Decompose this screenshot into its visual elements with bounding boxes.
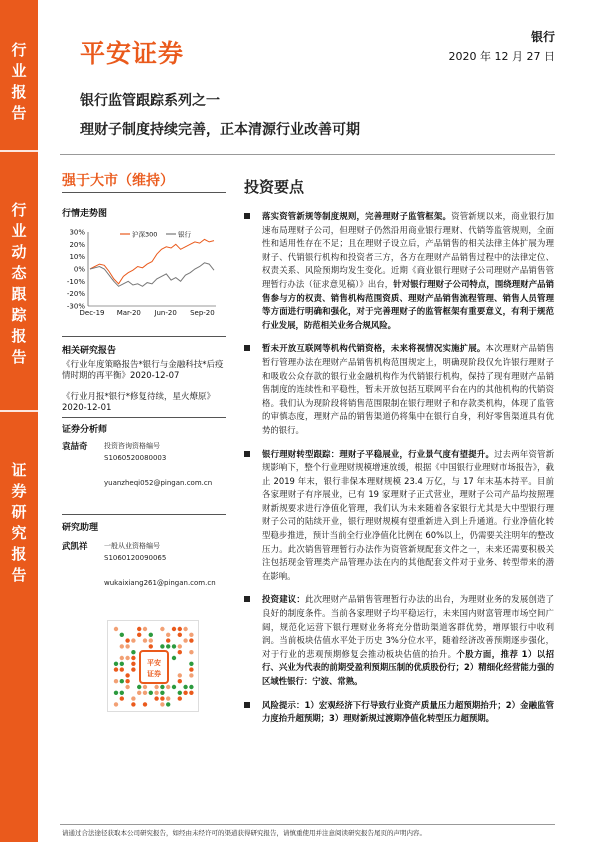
analyst-email[interactable]: yuanzheqi052@pingan.com.cn bbox=[104, 479, 213, 487]
qr-dot bbox=[178, 644, 182, 648]
assistant-id: S1060120090065 bbox=[104, 554, 167, 562]
key-points-list bbox=[242, 210, 554, 736]
qr-dot bbox=[160, 644, 164, 648]
y-tick-label: -30% bbox=[66, 302, 85, 311]
left-color-band bbox=[0, 0, 38, 842]
qr-dot bbox=[154, 696, 158, 700]
qr-dot bbox=[172, 627, 176, 631]
analyst-heading: 证券分析师 bbox=[62, 425, 108, 435]
y-tick-label: 10% bbox=[69, 253, 85, 262]
qr-dot bbox=[166, 702, 170, 706]
sidebar-segment-report-category bbox=[0, 200, 38, 368]
qr-dot bbox=[114, 702, 118, 706]
x-tick-label: Jun-20 bbox=[154, 309, 177, 317]
qr-dot bbox=[137, 633, 141, 637]
qr-dot bbox=[143, 702, 147, 706]
qr-dot bbox=[114, 627, 118, 631]
assistant-name: 武凯祥 bbox=[62, 542, 88, 552]
key-point-paragraph bbox=[242, 699, 554, 726]
square-bullet-icon bbox=[244, 702, 250, 708]
key-point-lead: 暂未开放互联网等机构代销资格，未来将视情况实施扩展。 bbox=[262, 343, 486, 354]
assistant-heading: 研究助理 bbox=[62, 523, 99, 533]
key-point-paragraph bbox=[242, 593, 554, 688]
related-report-item[interactable]: 《行业月报*银行*修复待续，星火燎原》2020-12-01 bbox=[62, 392, 216, 413]
sidebar-char: 研 bbox=[11, 503, 27, 521]
y-tick-label: -20% bbox=[66, 290, 85, 299]
sidebar-char: 究 bbox=[11, 524, 27, 542]
series-title: 银行监管跟踪系列之一 bbox=[80, 93, 220, 109]
square-bullet-icon bbox=[244, 451, 250, 457]
y-tick-label: -10% bbox=[66, 277, 85, 286]
qr-dot bbox=[120, 662, 124, 666]
sidebar-char: 告 bbox=[11, 104, 27, 122]
industry-label: 银行 bbox=[530, 30, 555, 44]
legend-label: 沪深300 bbox=[132, 230, 158, 239]
qr-dot bbox=[160, 702, 164, 706]
key-point-paragraph bbox=[242, 448, 554, 584]
section-title: 投资要点 bbox=[244, 178, 305, 196]
sidebar-char: 业 bbox=[11, 62, 27, 80]
assistant-email[interactable]: wukaixiang261@pingan.com.cn bbox=[104, 579, 216, 587]
qr-dot bbox=[154, 691, 158, 695]
series-line-0 bbox=[90, 239, 214, 283]
qr-dot bbox=[125, 656, 129, 660]
square-bullet-icon bbox=[244, 345, 250, 351]
qr-dot bbox=[189, 667, 193, 671]
key-point-lead: 落实资管新规等制度规则，完善理财子监管框架。 bbox=[262, 211, 452, 221]
qr-dot bbox=[183, 691, 187, 695]
qr-dot bbox=[143, 627, 147, 631]
qr-dot bbox=[114, 679, 118, 683]
qr-dot bbox=[131, 702, 135, 706]
company-logo: 平安证券 bbox=[80, 39, 185, 68]
analyst-role: 投资咨询资格编号 bbox=[104, 442, 160, 450]
qr-code[interactable] bbox=[107, 620, 199, 712]
qr-dot bbox=[125, 673, 129, 677]
key-point-body: 本次理财产品销售暂行管理办法在理财产品销售机构范围规定上，明确现阶段仅允许银行理财子和吸收公众存款的银行业金融机构作为代销银行机构，保持了现有理财产品销售制度的连续性和平稳性，暂未开放包括互联网平台在内的其他机构的代销资格。我们认为现阶段将销售范围限制在银行理财子和存款类机构，体现了监管的审慎态度，理财产品的销售渠道仍将集中在银行自身，利好零售渠道具有优势的银行。 bbox=[262, 343, 555, 435]
qr-dot bbox=[189, 662, 193, 666]
section-divider bbox=[62, 514, 226, 515]
qr-dot bbox=[166, 633, 170, 637]
qr-dot bbox=[120, 644, 124, 648]
sidebar-char: 行 bbox=[11, 41, 27, 59]
sidebar-divider bbox=[0, 150, 38, 152]
qr-dot bbox=[183, 638, 187, 642]
qr-dot bbox=[149, 638, 153, 642]
trend-chart-heading: 行情走势图 bbox=[62, 209, 108, 219]
qr-dot bbox=[114, 691, 118, 695]
legend-label: 银行 bbox=[178, 230, 191, 239]
qr-dot bbox=[131, 662, 135, 666]
square-bullet-icon bbox=[244, 596, 250, 602]
qr-dot bbox=[149, 633, 153, 637]
sidebar-char: 券 bbox=[11, 482, 27, 500]
qr-dot bbox=[189, 638, 193, 642]
qr-dot bbox=[183, 685, 187, 689]
qr-dot bbox=[178, 696, 182, 700]
qr-dot bbox=[149, 691, 153, 695]
qr-logo-text: 证券 bbox=[147, 670, 161, 678]
qr-dot bbox=[166, 685, 170, 689]
assistant-role: 一般从业资格编号 bbox=[104, 542, 160, 550]
qr-dot bbox=[172, 685, 176, 689]
x-tick-label: Mar-20 bbox=[116, 309, 141, 317]
key-point-body: 资管新规以来，商业银行加速布局理财子公司，但理财子仍然沿用商业银行理财、代销等监管规则，全面性和适用性存在不足；且在理财子设立后，产品销售的相关法律主体扩展为理财子、代销银行机构和投资者三方，各方在理财产品销售过程中的法律定位、权责关系、风险预期均发生变化。近期《商业银行理财子公司理财产品销售管理暂行办法（征求意见稿）》出台， bbox=[262, 211, 555, 289]
qr-dot bbox=[131, 656, 135, 660]
qr-dot bbox=[160, 627, 164, 631]
sidebar-char: 踪 bbox=[11, 306, 27, 324]
qr-dot bbox=[183, 627, 187, 631]
section-divider bbox=[62, 417, 226, 418]
sidebar-char: 跟 bbox=[11, 285, 27, 303]
qr-dot bbox=[189, 685, 193, 689]
related-report-item[interactable]: 《行业年度策略报告*银行与金融科技*后疫情时期的再平衡》2020-12-07 bbox=[62, 360, 224, 381]
qr-dot bbox=[120, 656, 124, 660]
y-tick-label: 20% bbox=[69, 240, 85, 249]
rating-underline bbox=[62, 192, 226, 193]
analyst-name: 袁喆奇 bbox=[62, 442, 88, 452]
trend-chart-svg bbox=[62, 224, 222, 318]
sidebar-char: 动 bbox=[11, 243, 27, 261]
qr-dot bbox=[125, 638, 129, 642]
qr-dot bbox=[166, 638, 170, 642]
key-point-lead: 银行理财转型跟踪：理财子平稳展业，行业景气度有望提升。 bbox=[262, 448, 495, 459]
footer-divider bbox=[60, 824, 555, 825]
qr-dot bbox=[178, 691, 182, 695]
qr-dot bbox=[131, 638, 135, 642]
qr-dot bbox=[160, 685, 164, 689]
report-date: 2020 年 12 月 27 日 bbox=[448, 50, 555, 63]
qr-dot bbox=[172, 644, 176, 648]
trend-chart bbox=[62, 224, 222, 322]
y-tick-label: 30% bbox=[69, 228, 85, 237]
qr-dot bbox=[143, 685, 147, 689]
sidebar-char: 报 bbox=[11, 83, 27, 101]
qr-code-pattern bbox=[108, 621, 200, 713]
qr-dot bbox=[178, 633, 182, 637]
sidebar-divider bbox=[0, 410, 38, 412]
qr-dot bbox=[120, 667, 124, 671]
section-divider bbox=[62, 336, 226, 337]
key-point-lead: 风险提示：1）宏观经济下行导致行业资产质量压力超预期抬升；2）金融监管力度抬升超预期；3）理财新规过渡期净值化转型压力超预期。 bbox=[262, 699, 554, 724]
sidebar-segment-report-type bbox=[0, 40, 38, 124]
qr-dot bbox=[137, 627, 141, 631]
qr-dot bbox=[166, 696, 170, 700]
qr-dot bbox=[178, 627, 182, 631]
qr-dot bbox=[160, 696, 164, 700]
sidebar-char: 告 bbox=[11, 348, 27, 366]
header-divider bbox=[60, 154, 555, 155]
square-bullet-icon bbox=[244, 213, 250, 219]
key-point-body: 过去两年资管新规影响下，整个行业理财规模增速放缓，根据《中国银行业理财市场报告》，截止 2019 年末，银行非保本理财规模 23.4 万亿，与 17 年末基本持平。目前各家理财子有序展业，已有 19 家理财子正式营业，理财子公司产品均按照理财新规要求进行净值化管理，我们认为未来随着各家银行尤其是大中型银行理财子公司的陆续开业，银行理财规模有望重新进入到上升通道。行业净值化转型稳步推进，预计当前全行业净值化比例在 60%以上，仍需要关注明年的整改压力。此次销售管理暂行办法作为资管新规配套文件之一，未来还需要积极关注包括现金管理类产品管理办法在内的其他配套文件对于业务、转型带来的潜在影响。 bbox=[262, 448, 555, 581]
qr-logo-text: 平安 bbox=[147, 659, 161, 667]
qr-dot bbox=[172, 656, 176, 660]
y-tick-label: 0% bbox=[73, 265, 85, 274]
qr-dot bbox=[120, 691, 124, 695]
qr-dot bbox=[178, 673, 182, 677]
key-point-emphasis: 个股方面，推荐 1）以招行、兴业为代表的前期受盈利预期压制的优质股份行；2）精细化经营能力强的区域性银行：宁波、常熟。 bbox=[262, 648, 554, 686]
qr-dot bbox=[189, 691, 193, 695]
sidebar-char: 报 bbox=[11, 545, 27, 563]
qr-dot bbox=[125, 644, 129, 648]
sidebar-char: 证 bbox=[11, 461, 27, 479]
qr-dot bbox=[137, 691, 141, 695]
qr-dot bbox=[189, 673, 193, 677]
qr-dot bbox=[125, 679, 129, 683]
qr-dot bbox=[178, 679, 182, 683]
qr-dot bbox=[149, 644, 153, 648]
sidebar-char: 行 bbox=[11, 201, 27, 219]
qr-dot bbox=[160, 691, 164, 695]
related-reports-heading: 相关研究报告 bbox=[62, 346, 117, 356]
footer-disclaimer: 请通过合法途径获取本公司研究报告，如经由未经许可的渠道获得研究报告，请慎重使用并注意阅读研究报告尾页的声明内容。 bbox=[62, 829, 426, 837]
qr-dot bbox=[120, 696, 124, 700]
qr-dot bbox=[178, 650, 182, 654]
qr-dot bbox=[114, 662, 118, 666]
analyst-id: S1060520080003 bbox=[104, 454, 167, 462]
qr-dot bbox=[131, 667, 135, 671]
qr-dot bbox=[120, 679, 124, 683]
sidebar-char: 告 bbox=[11, 566, 27, 584]
qr-dot bbox=[143, 691, 147, 695]
key-point-body: 此次理财产品销售管理暂行办法的出台，为理财业务的发展创造了良好的制度条件。当前各家理财子均平稳运行，未来国内财富管理市场空间广阔，规范化运营下银行理财业务将充分借助渠道客群优势，增厚银行中收利润。当前板块估值水平处于历史 3%分位水平，随着经济改善预期逐步强化，对于行业的悲观预期修复会推动板块估值的抬升。 bbox=[262, 594, 555, 659]
sidebar-char: 态 bbox=[11, 264, 27, 282]
sidebar-segment-securities-research bbox=[0, 460, 38, 586]
sidebar-char: 报 bbox=[11, 327, 27, 345]
qr-dot bbox=[125, 685, 129, 689]
report-title: 理财子制度持续完善，正本清源行业改善可期 bbox=[80, 122, 360, 138]
x-tick-label: Dec-19 bbox=[79, 309, 105, 317]
key-point-paragraph bbox=[242, 210, 554, 332]
x-tick-label: Sep-20 bbox=[190, 309, 215, 317]
sidebar-char: 业 bbox=[11, 222, 27, 240]
key-point-paragraph bbox=[242, 342, 554, 437]
qr-dot bbox=[114, 667, 118, 671]
key-point-lead: 投资建议： bbox=[262, 594, 305, 605]
qr-dot bbox=[137, 685, 141, 689]
key-point-emphasis: 针对银行理财子公司特点，围绕理财产品销售参与方的权责、销售机构范围资质、理财产品销售流程管理、销售人员管理等方面进行明确和强化，对于完善理财子的监管框架有重要意义，有利于规范行业发展，防范相关业务合规风险。 bbox=[262, 278, 554, 330]
qr-dot bbox=[166, 644, 170, 648]
qr-logo-box bbox=[140, 651, 168, 683]
qr-dot bbox=[189, 650, 193, 654]
qr-dot bbox=[154, 685, 158, 689]
series-line-1 bbox=[90, 263, 214, 287]
rating-label: 强于大市（维持） bbox=[62, 173, 174, 189]
qr-dot bbox=[143, 638, 147, 642]
qr-dot bbox=[131, 650, 135, 654]
qr-dot bbox=[131, 696, 135, 700]
qr-dot bbox=[120, 633, 124, 637]
qr-dot bbox=[189, 633, 193, 637]
